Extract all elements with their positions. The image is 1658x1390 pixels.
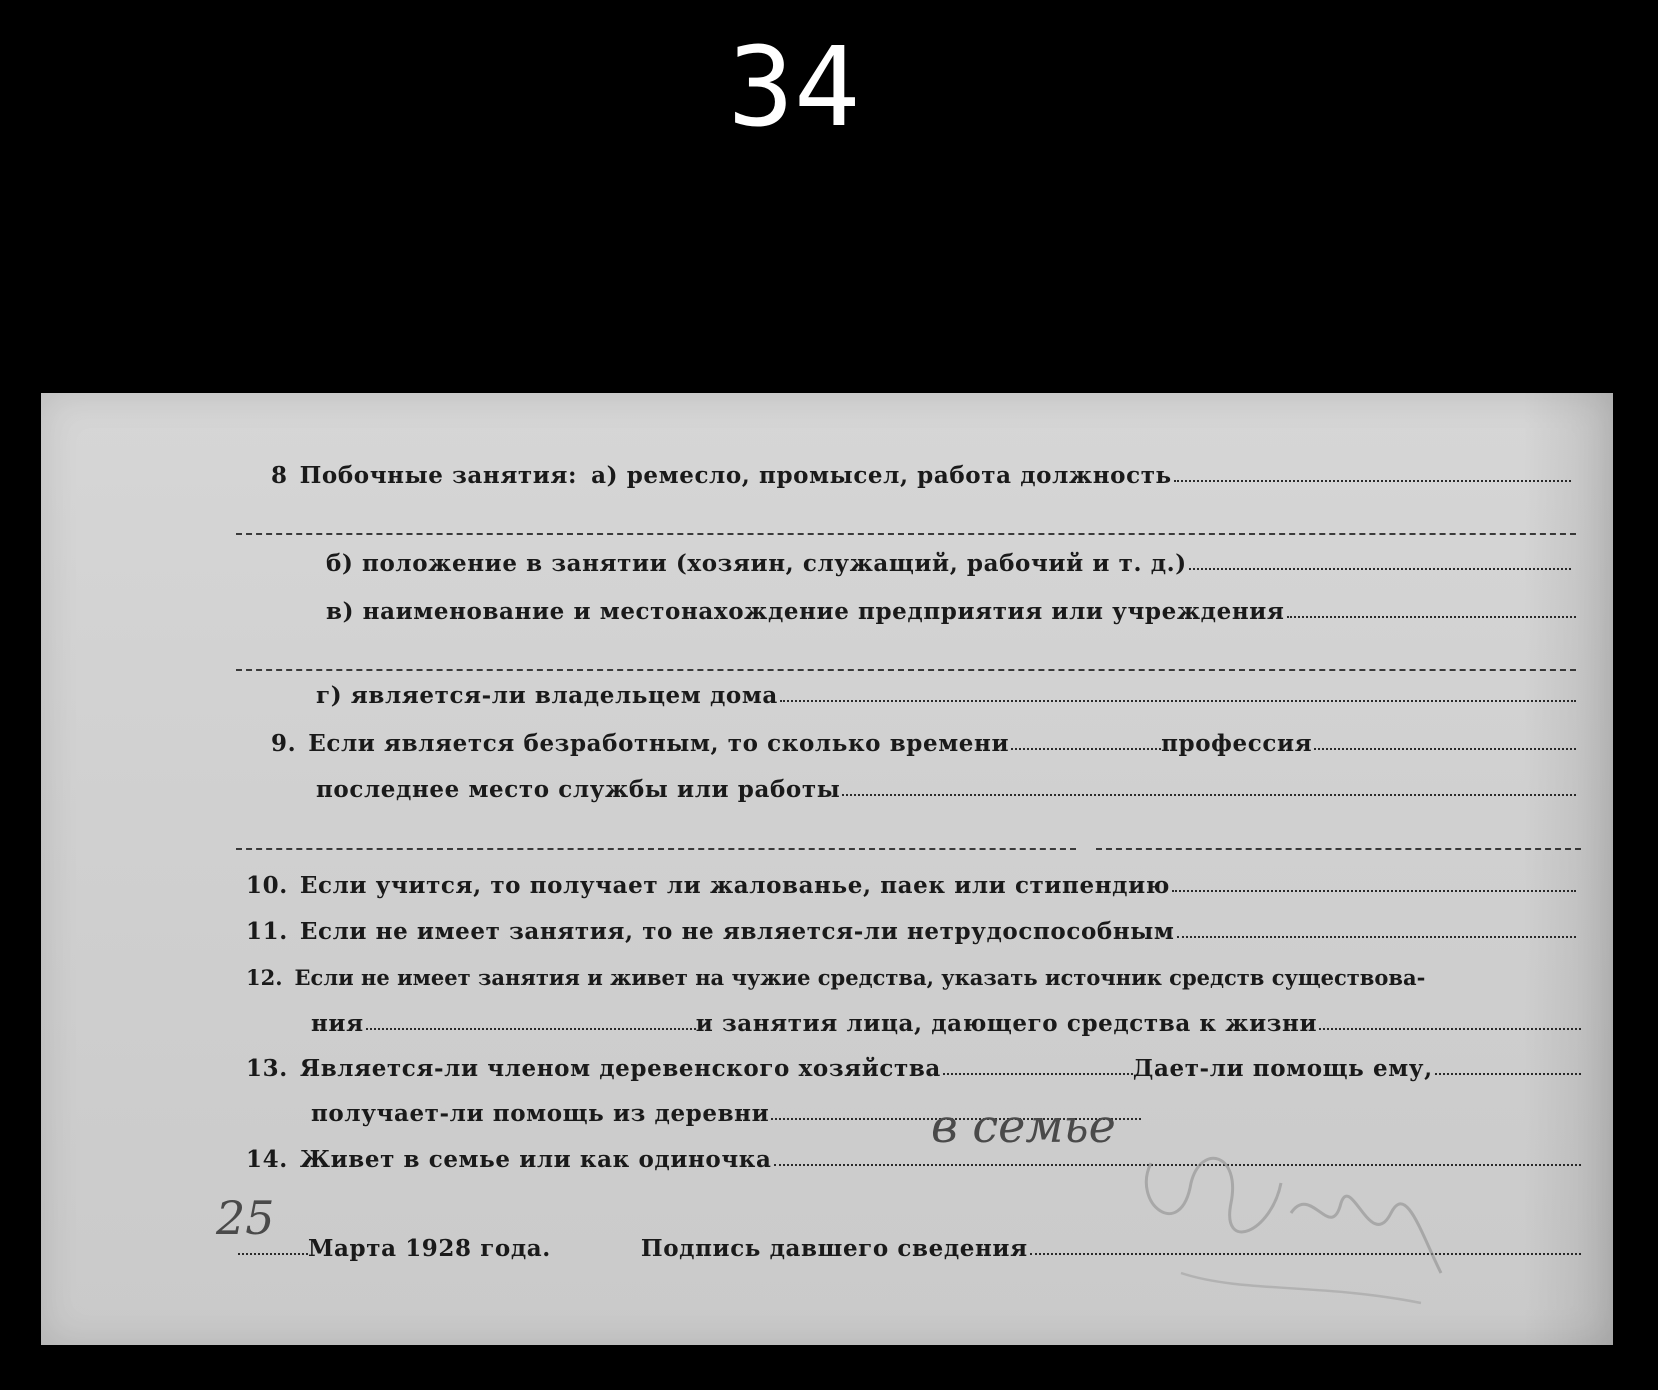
item-13-number: 13. — [246, 1055, 288, 1082]
footer-day-handwritten: 25 — [216, 1191, 275, 1245]
item-14-number: 14. — [246, 1146, 288, 1173]
item-8-title: Побочные занятия: — [299, 462, 578, 489]
item-8-number: 8 — [271, 462, 288, 489]
item-8-line-v — [326, 591, 1576, 625]
item-8-g-label: г) является-ли владельцем дома — [316, 682, 778, 709]
item-12-label-cont: ния — [311, 1010, 364, 1037]
item-8-v-continuation-line[interactable] — [236, 669, 1576, 671]
item-11-field[interactable] — [1177, 936, 1576, 938]
item-12-label-2: и занятия лица, дающего средства к жизни — [695, 1010, 1318, 1037]
item-8-b-field[interactable] — [1189, 568, 1571, 570]
item-8-a-label: а) ремесло, промысел, работа должность — [591, 462, 1172, 489]
item-12-label: Если не имеет занятия и живет на чужие средства, указать источник средств существова- — [294, 965, 1426, 990]
item-14-handwritten-answer: в семье — [931, 1099, 1116, 1153]
signature-scribble — [1121, 1123, 1451, 1323]
item-14-label: Живет в семье или как одиночка — [299, 1146, 772, 1173]
item-11-line — [246, 911, 1576, 945]
footer-day-field[interactable] — [238, 1253, 308, 1255]
census-form-sheet — [41, 393, 1613, 1345]
item-9-profession-field[interactable] — [1314, 748, 1576, 750]
item-13-label-2: Дает-ли помощь ему, — [1132, 1055, 1433, 1082]
item-9-number: 9. — [271, 730, 297, 757]
item-10-label: Если учится, то получает ли жалованье, паек или стипендию — [299, 872, 1170, 899]
item-9-continuation-line-right[interactable] — [1096, 848, 1581, 850]
item-12-line-1 — [246, 956, 1586, 990]
item-12-provider-field[interactable] — [1319, 1028, 1581, 1030]
item-10-field[interactable] — [1172, 890, 1576, 892]
item-9-last-job-field[interactable] — [842, 794, 1576, 796]
frame-number — [704, 30, 884, 140]
item-13-member-field[interactable] — [943, 1073, 1133, 1075]
item-12-line-2 — [311, 1003, 1581, 1037]
item-8-g-field[interactable] — [780, 700, 1576, 702]
footer-signature-label: Подпись давшего сведения — [640, 1235, 1028, 1262]
item-12-source-field[interactable] — [366, 1028, 696, 1030]
frame-number-text: 34 — [727, 30, 861, 140]
item-9-profession-label: профессия — [1161, 730, 1313, 757]
item-11-number: 11. — [246, 918, 288, 945]
item-11-label: Если не имеет занятия, то не является-ли нетрудоспособным — [299, 918, 1175, 945]
item-9-label: Если является безработным, то сколько времени — [308, 730, 1010, 757]
item-13-label: Является-ли членом деревенского хозяйства — [299, 1055, 941, 1082]
item-8-a-continuation-line[interactable] — [236, 533, 1576, 535]
footer-date-label: Марта 1928 года. — [308, 1235, 551, 1262]
item-12-number: 12. — [246, 965, 283, 990]
item-8-line-g — [316, 675, 1576, 709]
item-13-label-3: получает-ли помощь из деревни — [311, 1100, 770, 1127]
item-8-b-label: б) положение в занятии (хозяин, служащий, рабочий и т. д.) — [326, 550, 1187, 577]
item-9-line-1 — [271, 723, 1576, 757]
item-9-last-job-label: последнее место службы или работы — [316, 776, 841, 803]
item-8-v-label: в) наименование и местонахождение предприятия или учреждения — [326, 598, 1285, 625]
item-10-line — [246, 865, 1576, 899]
item-13-help-field[interactable] — [1435, 1073, 1581, 1075]
item-8-a-field[interactable] — [1174, 480, 1571, 482]
item-9-line-2 — [316, 769, 1576, 803]
item-13-line-1 — [246, 1048, 1581, 1082]
item-8-v-field[interactable] — [1287, 616, 1576, 618]
item-9-continuation-line-left[interactable] — [236, 848, 1076, 850]
item-8-line-a — [271, 455, 1571, 489]
item-8-line-b — [326, 543, 1571, 577]
item-10-number: 10. — [246, 872, 288, 899]
item-9-duration-field[interactable] — [1011, 748, 1161, 750]
